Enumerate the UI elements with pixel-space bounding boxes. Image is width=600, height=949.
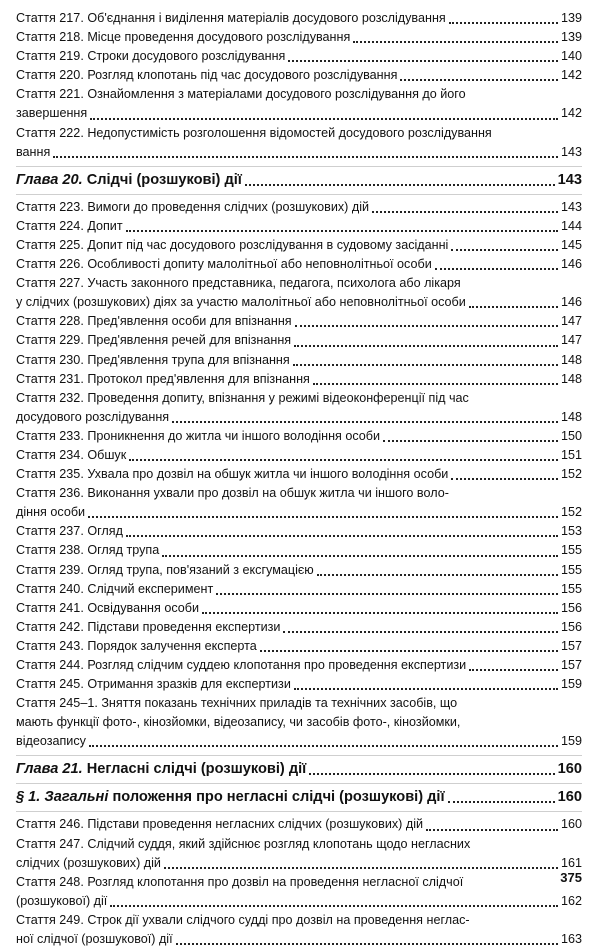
toc-row[interactable] bbox=[16, 675, 582, 694]
chapter-heading[interactable] bbox=[16, 170, 582, 190]
toc-row[interactable] bbox=[16, 522, 582, 541]
toc-entry-label: (розшукової) дії bbox=[16, 893, 108, 908]
toc-page-number: 148 bbox=[560, 352, 582, 367]
dot-leader bbox=[172, 421, 558, 423]
toc-entry-label: Стаття 223. Вимоги до проведення слідчих (розшукових) дій bbox=[16, 199, 370, 214]
dot-leader bbox=[400, 79, 558, 81]
toc-entry-label: Стаття 235. Ухвала про дозвіл на обшук житла чи іншого володіння особи bbox=[16, 467, 449, 482]
toc-entry-label: Стаття 238. Огляд трупа bbox=[16, 543, 160, 558]
toc-row[interactable] bbox=[16, 312, 582, 331]
dot-leader bbox=[469, 306, 558, 308]
toc-page-number: 155 bbox=[560, 543, 582, 558]
toc-row[interactable] bbox=[16, 656, 582, 675]
toc-row[interactable] bbox=[16, 446, 582, 465]
toc-entry-line: Стаття 249. Строк дії ухвали слідчого судді про дозвіл на проведення неглас- bbox=[16, 912, 470, 927]
chapter-heading[interactable] bbox=[16, 759, 582, 779]
toc-page-number: 147 bbox=[560, 314, 582, 329]
toc-row[interactable] bbox=[16, 293, 582, 312]
toc-row[interactable] bbox=[16, 732, 582, 751]
chapter-prefix: Глава 21. bbox=[16, 761, 83, 778]
toc-row[interactable] bbox=[16, 503, 582, 522]
toc-row[interactable] bbox=[16, 370, 582, 389]
dot-leader bbox=[245, 184, 555, 186]
toc-row[interactable] bbox=[16, 599, 582, 618]
toc-page-number: 143 bbox=[560, 144, 582, 159]
toc-entry-label: Стаття 245. Отримання зразків для експертизи bbox=[16, 677, 291, 692]
toc-entry-label: Стаття 219. Строки досудового розслідування bbox=[16, 49, 286, 64]
toc-row[interactable] bbox=[16, 815, 582, 834]
toc-page-number: 160 bbox=[557, 789, 582, 806]
dot-leader bbox=[353, 41, 558, 43]
toc-page-number: 157 bbox=[560, 658, 582, 672]
toc-row[interactable] bbox=[16, 561, 582, 580]
chapter-prefix: Глава 20. bbox=[16, 171, 83, 188]
toc-entry-label: Стаття 218. Місце проведення досудового розслідування bbox=[16, 30, 351, 45]
toc-page-number: 150 bbox=[560, 428, 582, 443]
toc-row[interactable] bbox=[16, 9, 582, 28]
toc-row[interactable] bbox=[16, 427, 582, 446]
toc-entry-label: Стаття 244. Розгляд слідчим суддею клопотання про проведення експертизи bbox=[16, 658, 467, 672]
toc-row[interactable] bbox=[16, 47, 582, 66]
toc-entry-label: Стаття 234. Обшук bbox=[16, 447, 127, 462]
toc-page-number: 140 bbox=[560, 49, 582, 64]
dot-leader bbox=[53, 156, 558, 158]
toc-row[interactable] bbox=[16, 66, 582, 85]
toc-page-number: 145 bbox=[560, 237, 582, 252]
toc-entry-label: Стаття 243. Порядок залучення експерта bbox=[16, 638, 257, 653]
toc-entry-label: Глава 20. Слідчі (розшукові) дії bbox=[16, 171, 242, 188]
dot-leader bbox=[451, 478, 558, 480]
dot-leader bbox=[110, 905, 558, 907]
section-divider bbox=[16, 811, 582, 812]
toc-row[interactable] bbox=[16, 255, 582, 274]
toc-entry-label: вання bbox=[16, 144, 51, 159]
toc-page-number: 147 bbox=[560, 333, 582, 348]
dot-leader bbox=[294, 345, 558, 347]
table-of-contents bbox=[16, 9, 582, 949]
toc-page-number: 160 bbox=[557, 761, 582, 778]
toc-entry-line: Стаття 248. Розгляд клопотання про дозвіл на проведення негласної слідчої bbox=[16, 874, 464, 889]
toc-entry-line: Стаття 245–1. Зняття показань технічних приладів та технічних засобів, що bbox=[16, 696, 458, 711]
toc-entry-label: § 1. Загальні положення про негласні слідчі (розшукові) дії bbox=[16, 789, 445, 806]
toc-page-number: 148 bbox=[560, 409, 582, 424]
toc-entry-label: досудового розслідування bbox=[16, 409, 170, 424]
toc-page-number: 156 bbox=[560, 619, 582, 634]
toc-page-number: 146 bbox=[560, 257, 582, 272]
toc-page-number: 160 bbox=[560, 817, 582, 832]
toc-page-number: 155 bbox=[560, 581, 582, 596]
dot-leader bbox=[448, 801, 555, 803]
toc-row[interactable] bbox=[16, 854, 582, 873]
dot-leader bbox=[294, 688, 558, 690]
toc-page-number: 155 bbox=[560, 562, 582, 577]
toc-entry-label: завершення bbox=[16, 106, 88, 121]
toc-entry-label: Стаття 240. Слідчий експеримент bbox=[16, 581, 214, 596]
toc-page-number: 157 bbox=[560, 638, 582, 653]
toc-entry-label: у слідчих (розшукових) діях за участю малолітньої або неповнолітньої особи bbox=[16, 295, 466, 310]
toc-entry-label: Стаття 246. Підстави проведення негласних слідчих (розшукових) дій bbox=[16, 817, 424, 832]
toc-entry-label: Стаття 228. Пред'явлення особи для впізнання bbox=[16, 314, 292, 329]
toc-page-number: 139 bbox=[560, 30, 582, 45]
toc-page-number: 159 bbox=[560, 677, 582, 692]
dot-leader bbox=[90, 118, 558, 120]
dot-leader bbox=[288, 60, 558, 62]
toc-entry-label: Стаття 239. Огляд трупа, пов'язаний з ексгумацією bbox=[16, 562, 314, 577]
dot-leader bbox=[283, 631, 558, 633]
toc-page-number: 162 bbox=[560, 893, 582, 908]
dot-leader bbox=[372, 211, 558, 213]
toc-page-number: 156 bbox=[560, 600, 582, 615]
toc-entry-label: Стаття 229. Пред'явлення речей для впізнання bbox=[16, 333, 292, 348]
toc-entry-line: Стаття 221. Ознайомлення з матеріалами досудового розслідування до його bbox=[16, 87, 466, 102]
dot-leader bbox=[317, 574, 558, 576]
dot-leader bbox=[309, 773, 554, 775]
dot-leader bbox=[126, 535, 558, 537]
toc-row[interactable] bbox=[16, 618, 582, 637]
toc-row[interactable] bbox=[16, 637, 582, 656]
dot-leader bbox=[260, 650, 558, 652]
section-divider bbox=[16, 194, 582, 195]
toc-row[interactable] bbox=[16, 408, 582, 427]
section-divider bbox=[16, 166, 582, 167]
dot-leader bbox=[451, 249, 558, 251]
toc-entry-label: Стаття 225. Допит під час досудового розслідування в судовому засіданні bbox=[16, 237, 449, 252]
toc-entry-label: Стаття 242. Підстави проведення експертизи bbox=[16, 619, 281, 634]
toc-row[interactable] bbox=[16, 104, 582, 123]
dot-leader bbox=[129, 459, 558, 461]
page-number: 375 bbox=[560, 870, 582, 885]
toc-page-number: 151 bbox=[560, 447, 582, 462]
section-divider bbox=[16, 783, 582, 784]
toc-page-number: 163 bbox=[560, 932, 582, 947]
chapter-prefix: § 1. Загальні bbox=[16, 789, 109, 806]
section-divider bbox=[16, 755, 582, 756]
toc-page-number: 161 bbox=[560, 855, 582, 870]
dot-leader bbox=[435, 268, 558, 270]
toc-page-number: 142 bbox=[560, 106, 582, 121]
toc-entry-label: слідчих (розшукових) дій bbox=[16, 855, 161, 870]
toc-page-number: 153 bbox=[560, 524, 582, 539]
toc-entry-label: діння особи bbox=[16, 505, 86, 520]
toc-page-number: 143 bbox=[557, 171, 582, 188]
toc-row[interactable] bbox=[16, 217, 582, 236]
dot-leader bbox=[164, 867, 558, 869]
toc-page-number: 139 bbox=[560, 11, 582, 25]
toc-page-number: 146 bbox=[560, 295, 582, 310]
toc-entry-line: Стаття 247. Слідчий суддя, який здійснює розгляд клопотань щодо негласних bbox=[16, 836, 471, 851]
toc-entry-label: відеозапису bbox=[16, 734, 86, 749]
toc-row[interactable] bbox=[16, 236, 582, 255]
dot-leader bbox=[89, 745, 558, 747]
toc-entry-label: Стаття 230. Пред'явлення трупа для впізнання bbox=[16, 352, 290, 367]
toc-row[interactable] bbox=[16, 541, 582, 560]
dot-leader bbox=[426, 829, 558, 831]
toc-page-number: 144 bbox=[560, 218, 582, 233]
toc-entry-line: мають функції фото-, кінозйомки, відеозапису, чи засобів фото-, кінозйомки, bbox=[16, 715, 461, 730]
toc-entry-line: Стаття 227. Участь законного представника, педагога, психолога або лікаря bbox=[16, 276, 461, 291]
toc-row[interactable] bbox=[16, 465, 582, 484]
toc-page-number: 152 bbox=[560, 505, 582, 520]
toc-row[interactable] bbox=[16, 198, 582, 217]
dot-leader bbox=[295, 325, 558, 327]
toc-row[interactable] bbox=[16, 28, 582, 47]
toc-row[interactable] bbox=[16, 580, 582, 599]
dot-leader bbox=[162, 555, 558, 557]
dot-leader bbox=[313, 383, 558, 385]
toc-entry-label: ної слідчої (розшукової) дії bbox=[16, 932, 173, 947]
toc-page-number: 143 bbox=[560, 199, 582, 214]
dot-leader bbox=[202, 612, 558, 614]
toc-entry-line: Стаття 236. Виконання ухвали про дозвіл на обшук житла чи іншого воло- bbox=[16, 486, 449, 501]
toc-entry-label: Глава 21. Негласні слідчі (розшукові) дії bbox=[16, 761, 307, 778]
toc-row[interactable] bbox=[16, 930, 582, 949]
toc-entry-label: Стаття 237. Огляд bbox=[16, 524, 123, 539]
toc-entry-label: Стаття 217. Об'єднання і виділення матеріалів досудового розслідування bbox=[16, 11, 446, 25]
toc-row[interactable] bbox=[16, 143, 582, 162]
toc-page-number: 142 bbox=[560, 68, 582, 83]
toc-row[interactable] bbox=[16, 331, 582, 350]
toc-entry-label: Стаття 231. Протокол пред'явлення для впізнання bbox=[16, 371, 310, 386]
toc-row[interactable] bbox=[16, 351, 582, 370]
toc-entry-line: Стаття 232. Проведення допиту, впізнання у режимі відеоконференції під час bbox=[16, 390, 469, 405]
chapter-heading[interactable] bbox=[16, 787, 582, 807]
toc-entry-label: Стаття 241. Освідування особи bbox=[16, 600, 200, 615]
dot-leader bbox=[176, 943, 558, 945]
dot-leader bbox=[449, 22, 558, 24]
dot-leader bbox=[126, 230, 558, 232]
toc-page-number: 152 bbox=[560, 467, 582, 482]
dot-leader bbox=[383, 440, 558, 442]
toc-entry-label: Стаття 226. Особливості допиту малолітньої або неповнолітньої особи bbox=[16, 257, 432, 272]
dot-leader bbox=[216, 593, 558, 595]
toc-entry-line: Стаття 222. Недопустимість розголошення відомостей досудового розслідування bbox=[16, 125, 492, 140]
dot-leader bbox=[88, 516, 558, 518]
dot-leader bbox=[469, 669, 558, 671]
toc-entry-label: Стаття 220. Розгляд клопотань під час досудового розслідування bbox=[16, 68, 398, 83]
toc-page-number: 148 bbox=[560, 371, 582, 386]
toc-entry-label: Стаття 224. Допит bbox=[16, 218, 123, 233]
toc-page-number: 159 bbox=[560, 734, 582, 749]
dot-leader bbox=[293, 364, 558, 366]
toc-entry-label: Стаття 233. Проникнення до житла чи іншого володіння особи bbox=[16, 428, 381, 443]
